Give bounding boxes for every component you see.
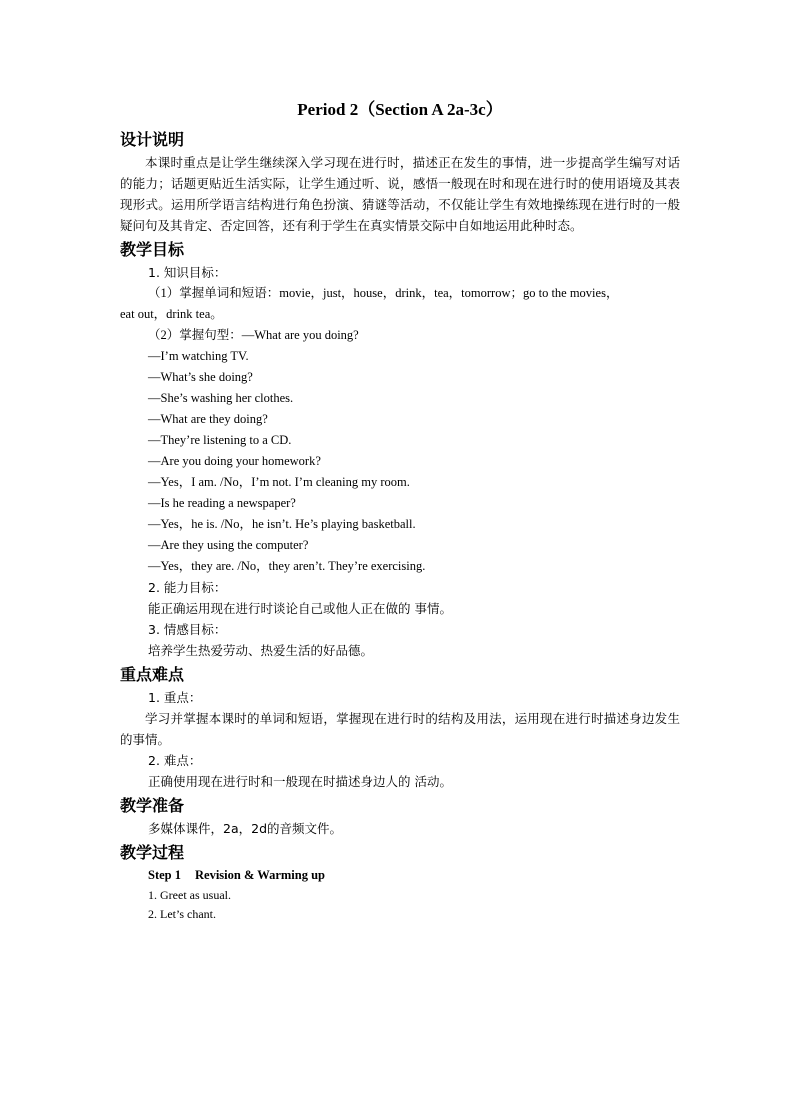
sentence-pattern-intro: （2）掌握句型：—What are you doing? <box>148 328 359 342</box>
sentence-item: —I’m watching TV. <box>148 349 249 363</box>
sentence-item: —Is he reading a newspaper? <box>148 496 296 510</box>
difficult-point-text: 正确使用现在进行时和一般现在时描述身边人的 活动。 <box>148 774 452 789</box>
sentence-item: —What’s she doing? <box>148 370 253 384</box>
design-paragraph: 本课时重点是让学生继续深入学习现在进行时，描述正在发生的事情，进一步提高学生编写对话的能力；话题更贴近生活实际，让学生通过听、说，感悟一般现在时和现在进行时的使用语境及其表现形式。运用所学语言结构进行角色扮演、猜谜等活动，不仅能让学生有效地操练现在进行时的一般疑问句及其肯定、否定回答，还有利于学生在真实情景交际中自如地运用此种时态。 <box>120 155 680 233</box>
sentence-item: —Yes，he is. /No，he isn’t. He’s playing basketball. <box>148 517 416 531</box>
ability-goal-label: 2. 能力目标： <box>148 580 227 595</box>
sentence-item: —Are they using the computer? <box>148 538 309 552</box>
process-item: 2. Let’s chant. <box>148 907 216 921</box>
section-heading-design: 设计说明 <box>120 130 185 149</box>
section-heading-goals: 教学目标 <box>120 240 185 259</box>
step-label: Step 1 <box>148 868 181 882</box>
sentence-item: —Yes，I am. /No，I’m not. I’m cleaning my room. <box>148 475 410 489</box>
sentence-item: —What are they doing? <box>148 412 268 426</box>
step-title: Revision & Warming up <box>195 868 325 882</box>
emotion-goal-label: 3. 情感目标： <box>148 622 227 637</box>
document-title: Period 2（Section A 2a-3c） <box>297 100 503 119</box>
process-item: 1. Greet as usual. <box>148 888 231 902</box>
sentence-item: —Are you doing your homework? <box>148 454 321 468</box>
document-page <box>120 98 680 924</box>
emotion-goal-text: 培养学生热爱劳动、热爱生活的好品德。 <box>148 643 374 658</box>
vocab-line-2: eat out，drink tea。 <box>120 307 223 321</box>
section-heading-process: 教学过程 <box>120 843 185 862</box>
prep-text: 多媒体课件，2a，2d的音频文件。 <box>148 821 343 836</box>
sentence-item: —Yes，they are. /No，they aren’t. They’re exercising. <box>148 559 426 573</box>
section-heading-keypoints: 重点难点 <box>120 665 185 684</box>
knowledge-goal-label: 1. 知识目标： <box>148 265 227 280</box>
step-heading <box>120 865 680 886</box>
key-point-label: 1. 重点： <box>148 690 202 705</box>
vocab-line-1: （1）掌握单词和短语：movie，just，house，drink，tea，tomorrow；go to the movies， <box>148 286 619 300</box>
sentence-list <box>120 346 680 577</box>
key-point-text: 学习并掌握本课时的单词和短语，掌握现在进行时的结构及用法，运用现在进行时描述身边发生的事情。 <box>120 711 680 747</box>
difficult-point-label: 2. 难点： <box>148 753 202 768</box>
ability-goal-text: 能正确运用现在进行时谈论自己或他人正在做的 事情。 <box>148 601 452 616</box>
section-heading-prep: 教学准备 <box>120 796 185 815</box>
sentence-item: —She’s washing her clothes. <box>148 391 294 405</box>
sentence-item: —They’re listening to a CD. <box>148 433 292 447</box>
